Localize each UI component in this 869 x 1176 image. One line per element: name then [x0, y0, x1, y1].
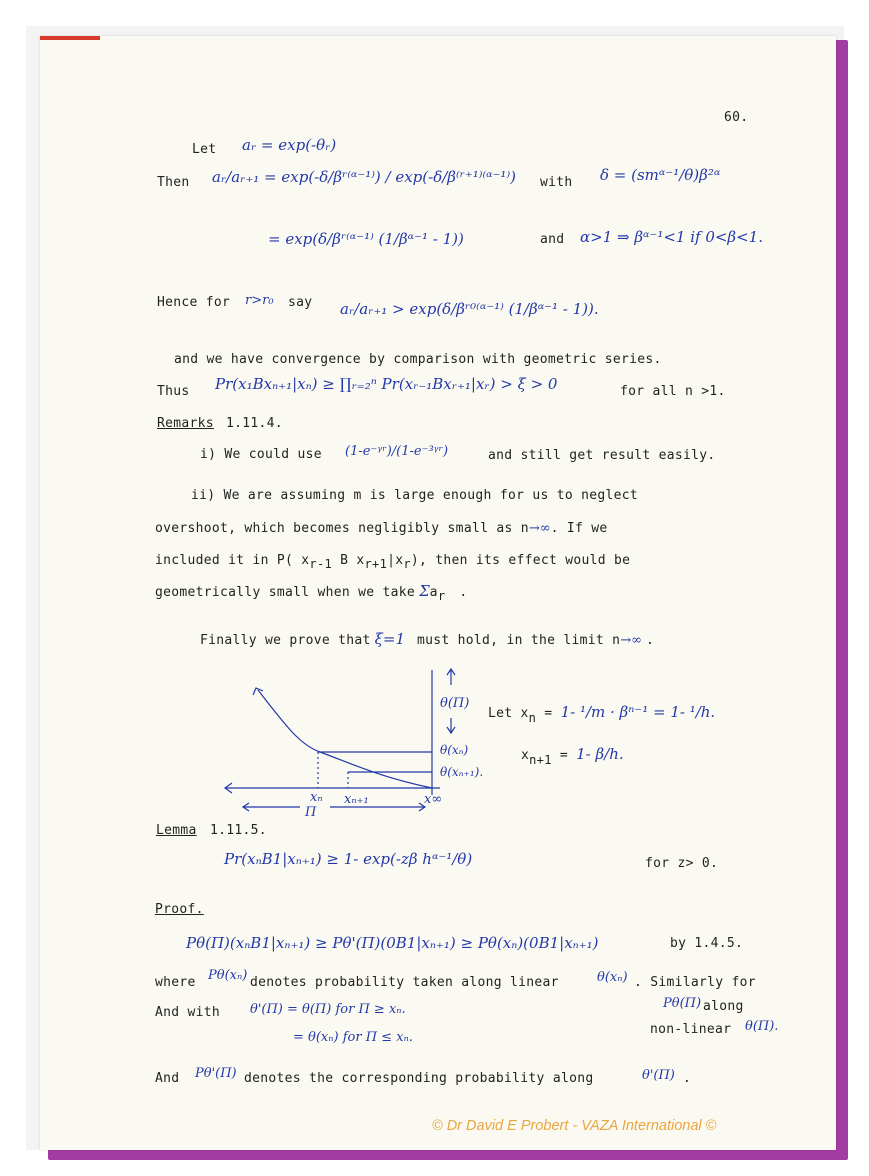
- diagram-label-xn1: xₙ₊₁: [344, 792, 369, 807]
- by-reference: by 1.4.5.: [670, 936, 744, 951]
- diagram-label-theta-xn1: θ(xₙ₊₁).: [440, 765, 484, 779]
- remark-2-line-4-a-r: a: [429, 585, 438, 600]
- non-linear-text: non-linear: [650, 1022, 732, 1037]
- handwritten-theta-prime-case-1: θ'(Π) = θ(Π) for Π ≥ xₙ.: [250, 1002, 406, 1017]
- for-all-text: for all n >1.: [620, 384, 726, 399]
- and-label: and: [540, 232, 565, 247]
- let-xn-sub: n: [528, 711, 537, 725]
- along-text: along: [703, 999, 744, 1014]
- remark-2-line-3-sub-b: r+1: [364, 557, 388, 571]
- handwritten-delta-definition: δ = (smᵅ⁻¹/θ)β²ᵅ: [600, 166, 721, 184]
- remark-2-line-1: ii) We are assuming m is large enough for us to neglect: [191, 488, 638, 503]
- remark-2-line-3-sub-a: r-1: [309, 557, 332, 571]
- handwritten-ratio-equation: aᵣ/aᵣ₊₁ = exp(-δ/βʳ⁽ᵅ⁻¹⁾) / exp(-δ/β⁽ʳ⁺¹⁾⁽ᵅ⁻¹⁾): [212, 168, 516, 186]
- handwritten-equation-2: = exp(δ/βʳ⁽ᵅ⁻¹⁾ (1/βᵅ⁻¹ - 1)): [268, 230, 464, 248]
- remark-2-line-2-end: . If we: [550, 521, 608, 536]
- remark-2-line-3-d: ), then its effect would be: [410, 553, 631, 568]
- handwritten-theta-xn: θ(xₙ): [597, 970, 628, 985]
- handwritten-xn-formula: 1- ¹/m · βⁿ⁻¹ = 1- ¹/h.: [560, 703, 716, 721]
- remark-2-line-3-a: included it in P( x: [155, 553, 310, 568]
- handwritten-p-theta-prime: Pθ'(Π): [195, 1066, 237, 1081]
- let-xn-equation: [488, 703, 716, 725]
- similarly-text: . Similarly for: [634, 975, 756, 990]
- handwritten-arrow-infinity: →∞: [528, 521, 551, 536]
- handwritten-inequality: aᵣ/aᵣ₊₁ > exp(δ/βʳ⁰⁽ᵅ⁻¹⁾ (1/βᵅ⁻¹ - 1)).: [340, 300, 599, 318]
- handwritten-x-next-formula: 1- β/h.: [576, 745, 624, 763]
- say-text: say: [288, 295, 313, 310]
- remarks-number: 1.11.4.: [226, 416, 283, 431]
- hence-text: Hence for: [157, 295, 231, 310]
- remark-2-line-2-text: overshoot, which becomes negligibly small as n: [155, 521, 529, 536]
- for-z-text: for z> 0.: [645, 856, 719, 871]
- diagram-label-theta-pi: θ(Π): [440, 696, 470, 711]
- handwritten-remark-1-expression: (1-e⁻ᵞʳ)/(1-e⁻³ᵞʳ): [345, 444, 449, 459]
- finally-text-end: .: [645, 633, 655, 648]
- handwritten-alpha-condition: α>1 ⇒ βᵅ⁻¹<1 if 0<β<1.: [580, 228, 763, 246]
- diagram-label-xinf: x∞: [424, 792, 443, 807]
- remark-2-line-3-b: B x: [332, 553, 365, 568]
- finally-text-a: Finally we prove that: [200, 633, 371, 648]
- proof-heading: Proof.: [155, 902, 204, 917]
- diagram-label-pi: Π: [305, 805, 317, 820]
- lemma-heading: Lemma: [156, 823, 197, 838]
- handwritten-theta-pi: θ(Π).: [745, 1019, 779, 1034]
- remark-2-line-4-a: geometrically small when we take: [155, 585, 416, 600]
- then-label: Then: [157, 175, 190, 190]
- handwritten-arrow-infinity-2: →∞: [620, 633, 642, 648]
- lemma-number: 1.11.5.: [210, 823, 267, 838]
- page-number: 60.: [724, 110, 749, 125]
- remark-2-line-4-sub: r: [437, 589, 446, 603]
- remark-2-line-4-end: .: [459, 585, 468, 600]
- handwritten-ar-definition: aᵣ = exp(-θᵣ): [242, 136, 337, 154]
- x-next-text: x: [521, 748, 530, 763]
- diagram-label-theta-xn: θ(xₙ): [440, 743, 469, 757]
- corresponding-text: denotes the corresponding probability along: [244, 1071, 594, 1086]
- remark-2-line-3-c: |x: [387, 553, 404, 568]
- diagram-label-xn: xₙ: [310, 790, 323, 805]
- handwritten-r-condition: r>r₀: [245, 293, 274, 308]
- let-xn-text: Let x: [488, 706, 529, 721]
- and-text: And: [155, 1071, 180, 1086]
- final-period: .: [683, 1071, 692, 1086]
- let-xn-equals: =: [536, 706, 561, 721]
- remark-2-line-3-sub-c: r: [403, 557, 411, 571]
- copyright-watermark: © Dr David E Probert - VAZA International ©: [432, 1118, 717, 1134]
- finally-text-b: must hold, in the limit n: [417, 633, 621, 648]
- remark-1-text-b: and still get result easily.: [488, 448, 716, 463]
- and-with-text: And with: [155, 1005, 221, 1020]
- handwritten-xi-equals-1: ξ=1: [374, 630, 406, 648]
- handwritten-p-theta-xn: Pθ(xₙ): [208, 968, 248, 983]
- remark-1-text-a: i) We could use: [200, 447, 322, 462]
- handwritten-lemma-statement: Pr(xₙB1|xₙ₊₁) ≥ 1- exp(-zβ hᵅ⁻¹/θ): [224, 850, 473, 868]
- handwritten-p-theta-pi: Pθ(Π): [663, 996, 702, 1011]
- with-label: with: [540, 175, 573, 190]
- x-next-equation: [521, 745, 624, 767]
- x-next-equals: =: [551, 748, 577, 763]
- handwritten-proof-inequality: Pθ(Π)(xₙB1|xₙ₊₁) ≥ Pθ'(Π)(0B1|xₙ₊₁) ≥ Pθ(xₙ)(0B1|xₙ₊₁): [186, 934, 599, 952]
- handwritten-product-bound: Pr(x₁Bxₙ₊₁|xₙ) ≥ ∏ᵣ₌₂ⁿ Pr(xᵣ₋₁Bxᵣ₊₁|xᵣ) > ξ > 0: [215, 375, 558, 393]
- diagram-curve: [258, 690, 432, 788]
- where-description: denotes probability taken along linear: [250, 975, 559, 990]
- handwritten-sigma: Σ: [419, 582, 430, 600]
- remarks-heading: Remarks: [157, 416, 214, 431]
- handwritten-theta-prime-case-2: = θ(xₙ) for Π ≤ xₙ.: [293, 1030, 413, 1045]
- let-label: Let: [192, 142, 217, 157]
- where-text: where: [155, 975, 196, 990]
- convergence-sentence: and we have convergence by comparison with geometric series.: [174, 352, 662, 367]
- x-next-sub: n+1: [529, 753, 552, 767]
- thus-label: Thus: [157, 384, 190, 399]
- handwritten-theta-prime-pi: θ'(Π): [642, 1068, 675, 1083]
